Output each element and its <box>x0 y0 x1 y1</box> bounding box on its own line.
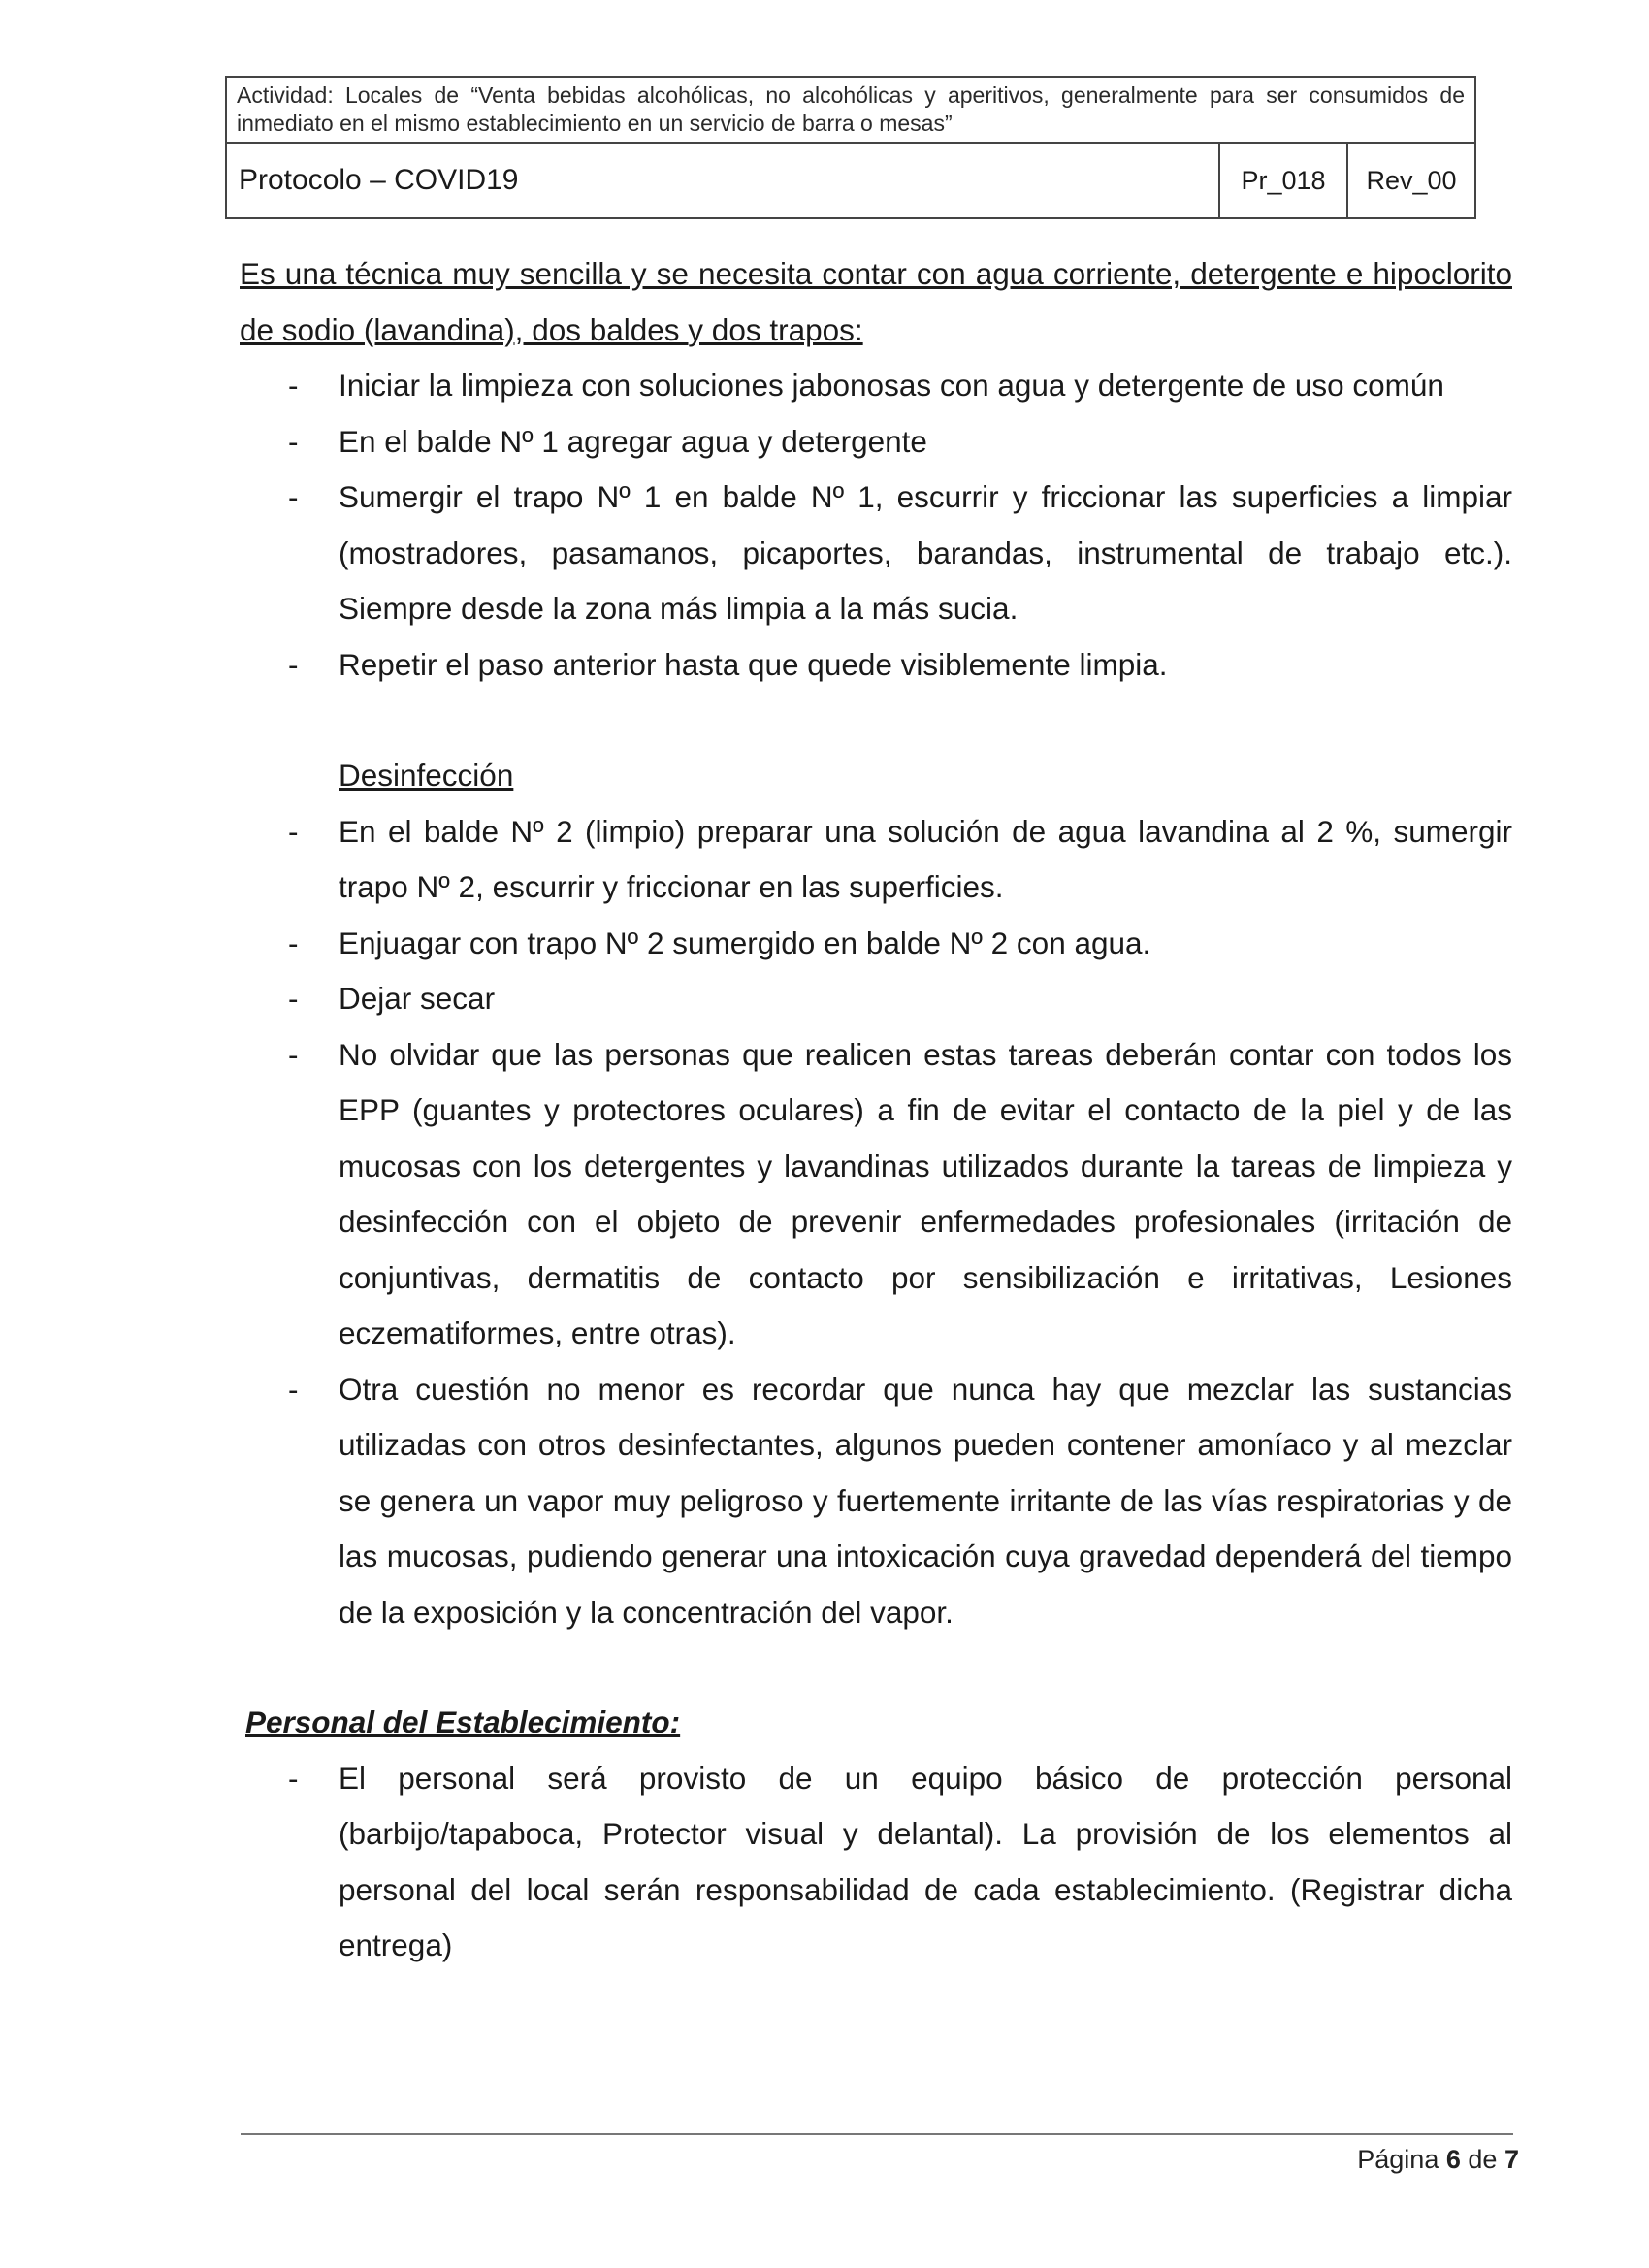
footer-divider <box>241 2133 1513 2135</box>
page-word: Página <box>1357 2145 1439 2174</box>
list-item: - En el balde Nº 1 agregar agua y detergente <box>240 414 1512 470</box>
cleaning-intro: Es una técnica muy sencilla y se necesita contar con agua corriente, detergente e hipoclorito de sodio (lavandina), dos baldes y dos trapos: <box>240 256 1512 347</box>
disinfection-heading: Desinfección <box>339 758 514 793</box>
document-body <box>240 246 1512 1974</box>
list-item: - Repetir el paso anterior hasta que quede visiblemente limpia. <box>240 637 1512 694</box>
revision-number: Rev_00 <box>1347 143 1475 218</box>
of-word: de <box>1468 2145 1498 2174</box>
list-item: - Sumergir el trapo Nº 1 en balde Nº 1, escurrir y friccionar las superficies a limpiar (mostradores, pasamanos, picaportes, barandas, instrumental de trabajo etc.). Siempre desde la zona más limpia a la más sucia. <box>240 470 1512 637</box>
protocol-title: Protocolo – COVID19 <box>226 143 1219 218</box>
list-item: - Enjuagar con trapo Nº 2 sumergido en balde Nº 2 con agua. <box>240 916 1512 972</box>
list-item: - Otra cuestión no menor es recordar que nunca hay que mezclar las sustancias utilizadas con otros desinfectantes, algunos pueden contener amoníaco y al mezclar se genera un vapor muy peligroso y fuertemente irritante de las vías respiratorias y de las mucosas, pudiendo generar una intoxicación cuya gravedad dependerá del tiempo de la exposición y la concentración del vapor. <box>240 1362 1512 1641</box>
document-header <box>225 76 1476 219</box>
cleaning-steps <box>240 358 1512 693</box>
list-item: - Iniciar la limpieza con soluciones jabonosas con agua y detergente de uso común <box>240 358 1512 414</box>
staff-section-heading: Personal del Establecimiento: <box>245 1704 681 1739</box>
total-pages: 7 <box>1504 2145 1519 2174</box>
activity-description: Actividad: Locales de “Venta bebidas alcohólicas, no alcohólicas y aperitivos, generalmente para ser consumidos de inmediato en el mismo establecimiento en un servicio de barra o mesas” <box>226 77 1475 143</box>
protocol-code: Pr_018 <box>1219 143 1347 218</box>
list-item: - El personal será provisto de un equipo básico de protección personal (barbijo/tapaboca, Protector visual y delantal). La provisión de los elementos al personal del local serán responsabilidad de cada establecimiento. (Registrar dicha entrega) <box>240 1751 1512 1974</box>
list-item: - No olvidar que las personas que realicen estas tareas deberán contar con todos los EPP (guantes y protectores oculares) a fin de evitar el contacto de la piel y de las mucosas con los detergentes y lavandinas utilizados durante la tareas de limpieza y desinfección con el objeto de prevenir enfermedades profesionales (irritación de conjuntivas, dermatitis de contacto por sensibilización e irritativas, Lesiones eczematiformes, entre otras). <box>240 1027 1512 1362</box>
list-item: - En el balde Nº 2 (limpio) preparar una solución de agua lavandina al 2 %, sumergir trapo Nº 2, escurrir y friccionar en las superficies. <box>240 804 1512 916</box>
list-item: - Dejar secar <box>240 971 1512 1027</box>
page-number <box>1357 2145 1519 2175</box>
current-page: 6 <box>1445 2145 1461 2174</box>
disinfection-steps <box>240 804 1512 1641</box>
staff-items <box>240 1751 1512 1974</box>
